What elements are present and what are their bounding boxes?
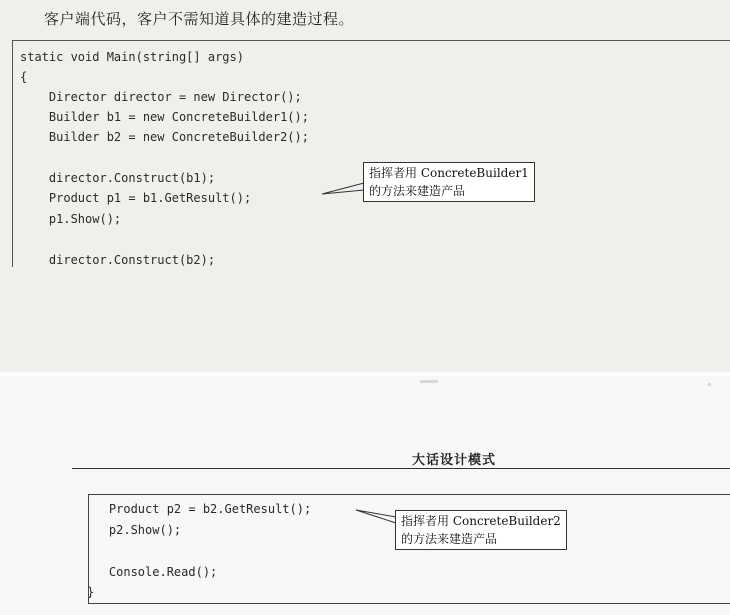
code-line: director.Construct(b1); [20, 171, 216, 185]
code-line: Product p2 = b2.GetResult(); [80, 502, 312, 516]
intro-text: 客户端代码，客户不需知道具体的建造过程。 [44, 10, 355, 28]
callout-1-line2: 的方法来建造产品 [369, 184, 466, 198]
code-line: p2.Show(); [80, 523, 182, 537]
callout-1-line1: 指挥者用 ConcreteBuilder1 [369, 166, 529, 180]
code-line: Product p1 = b1.GetResult(); [20, 191, 252, 205]
code-line: Console.Read(); [80, 565, 218, 579]
code-line: director.Construct(b2); [20, 253, 216, 267]
scan-smudge [420, 380, 438, 383]
code-line: { [20, 70, 28, 84]
code-line: } [87, 585, 95, 599]
code-line: p1.Show(); [20, 212, 122, 226]
callout-2 [395, 510, 567, 550]
code-line: static void Main(string[] args) [20, 50, 244, 64]
callout-2-line2: 的方法来建造产品 [401, 532, 498, 546]
code-line: Builder b2 = new ConcreteBuilder2(); [20, 130, 309, 144]
callout-2-line1: 指挥者用 ConcreteBuilder2 [401, 514, 561, 528]
scan-smudge [708, 383, 711, 386]
code-line: Builder b1 = new ConcreteBuilder1(); [20, 110, 309, 124]
code-line: Director director = new Director(); [20, 90, 302, 104]
book-title: 大话设计模式 [412, 453, 497, 468]
